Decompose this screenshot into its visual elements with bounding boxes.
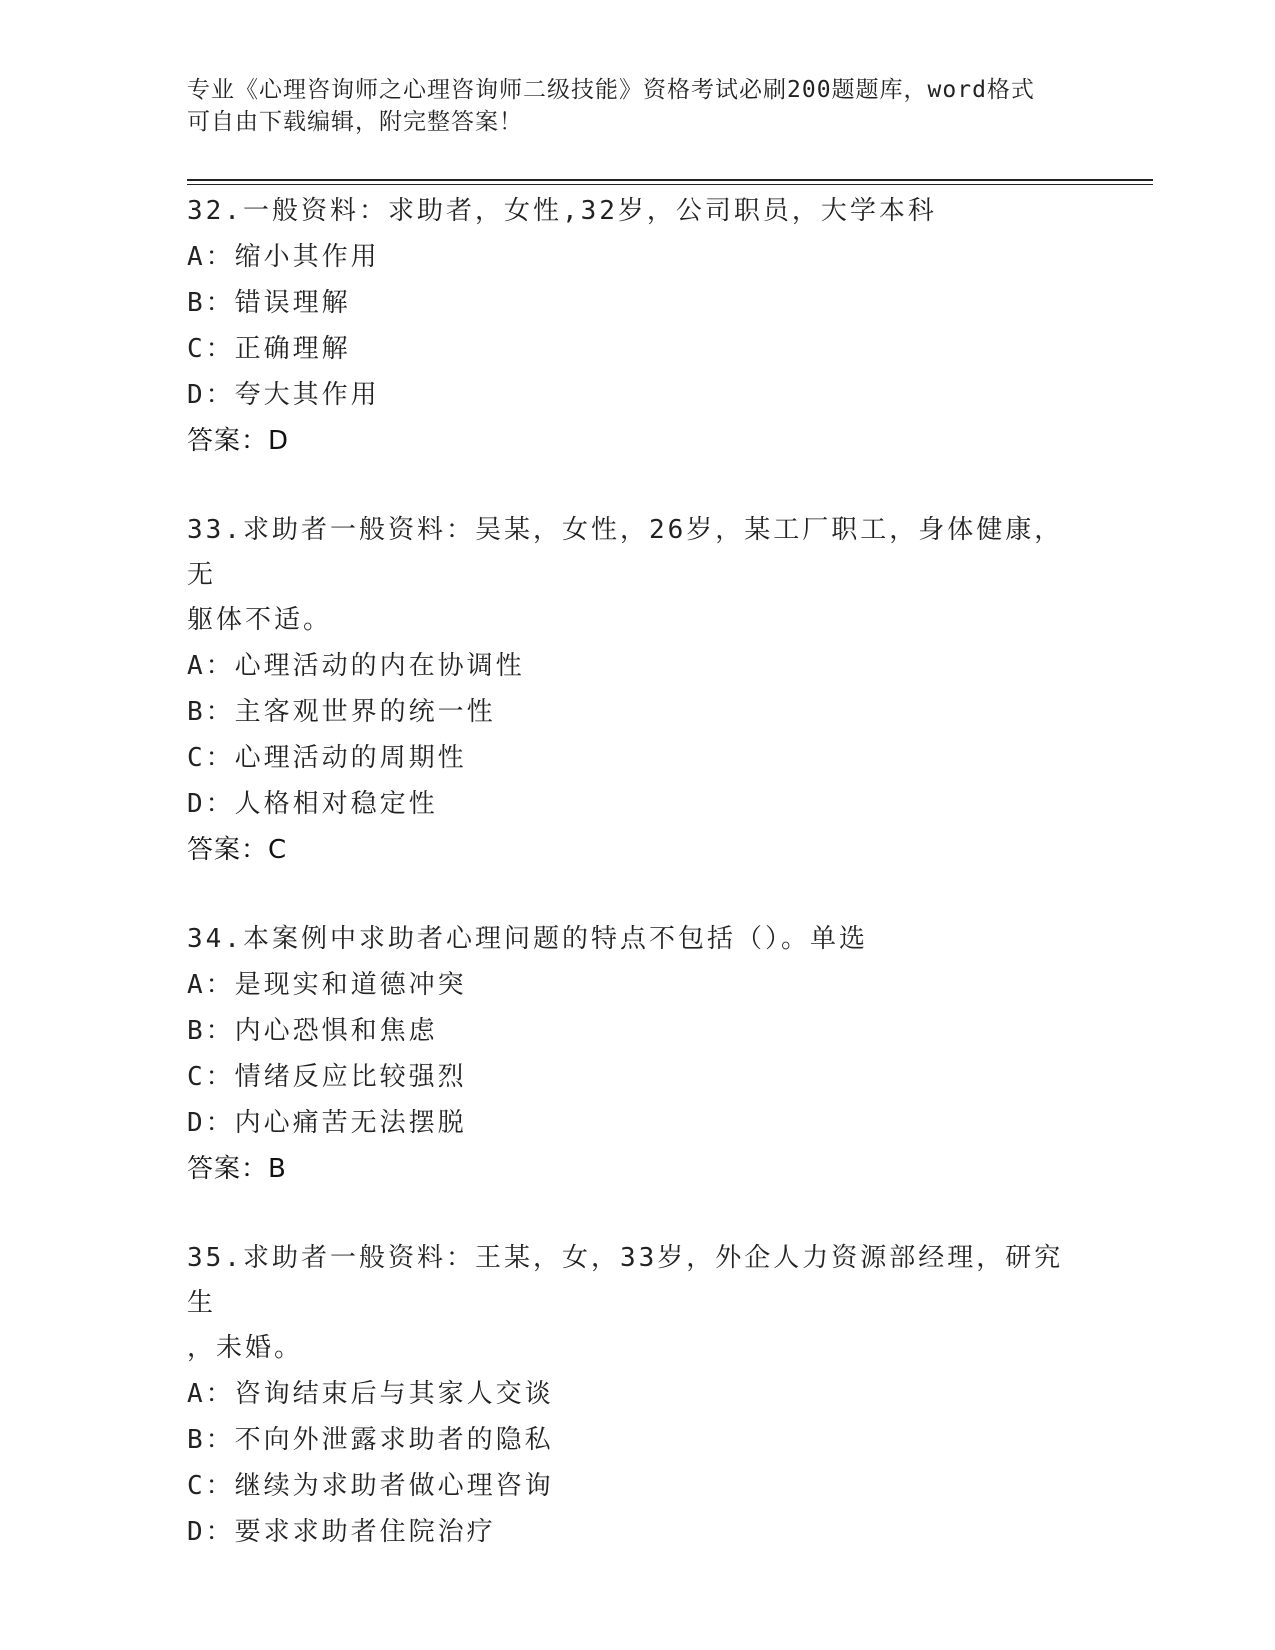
option-a: A：咨询结束后与其家人交谈 [187, 1379, 554, 1409]
option-d: D：夸大其作用 [187, 380, 380, 410]
option-c: C：继续为求助者做心理咨询 [187, 1471, 554, 1501]
question-stem: 32.一般资料：求助者，女性,32岁，公司职员，大学本科 [187, 196, 937, 226]
answer: 答案：D [187, 426, 290, 456]
answer: 答案：B [187, 1154, 287, 1184]
question-stem: 35.求助者一般资料：王某，女，33岁，外企人力资源部经理，研究生 [187, 1243, 1064, 1318]
option-d: D：人格相对稳定性 [187, 789, 438, 819]
question-stem: 34.本案例中求助者心理问题的特点不包括（）。单选 [187, 924, 868, 954]
question-33 [187, 508, 1087, 873]
header-divider-thin [187, 184, 1153, 185]
option-b: B：主客观世界的统一性 [187, 697, 496, 727]
document-header [187, 74, 1067, 138]
option-b: B：不向外泄露求助者的隐私 [187, 1425, 554, 1455]
option-d: D：内心痛苦无法摆脱 [187, 1108, 467, 1138]
option-c: C：正确理解 [187, 334, 351, 364]
header-line-1: 专业《心理咨询师之心理咨询师二级技能》资格考试必刷200题题库，word格式 [187, 77, 1035, 103]
question-stem-cont: 躯体不适。 [187, 605, 333, 635]
option-c: C：情绪反应比较强烈 [187, 1062, 467, 1092]
option-b: B：错误理解 [187, 288, 351, 318]
option-a: A：心理活动的内在协调性 [187, 651, 525, 681]
question-35 [187, 1236, 1087, 1555]
question-34 [187, 917, 1087, 1192]
option-d: D：要求求助者住院治疗 [187, 1517, 496, 1547]
option-a: A：缩小其作用 [187, 242, 380, 272]
question-list [187, 189, 1087, 1599]
header-line-2: 可自由下载编辑，附完整答案！ [187, 109, 523, 135]
option-c: C：心理活动的周期性 [187, 743, 467, 773]
option-b: B：内心恐惧和焦虑 [187, 1016, 438, 1046]
header-divider-thick [187, 179, 1153, 181]
question-stem-cont: ，未婚。 [187, 1333, 304, 1363]
question-32 [187, 189, 1087, 464]
option-a: A：是现实和道德冲突 [187, 970, 467, 1000]
question-stem: 33.求助者一般资料：吴某，女性，26岁，某工厂职工，身体健康，无 [187, 515, 1064, 590]
answer: 答案：C [187, 835, 288, 865]
